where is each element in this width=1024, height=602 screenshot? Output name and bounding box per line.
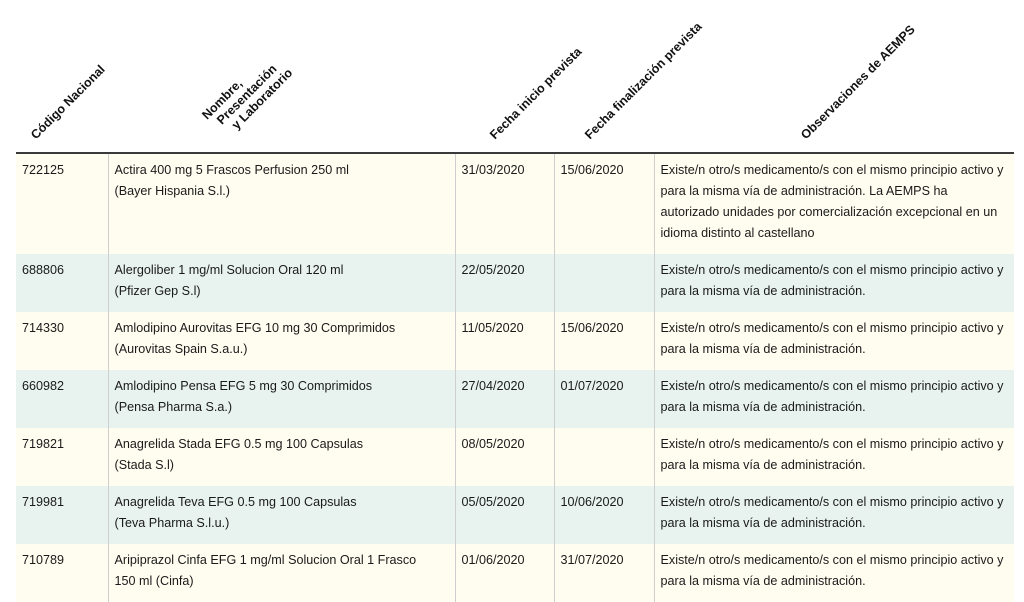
fin-text: 31/07/2020 bbox=[560, 553, 624, 567]
inicio-cell bbox=[455, 428, 554, 486]
observaciones-cell bbox=[654, 486, 1014, 544]
observaciones-text: Existe/n otro/s medicamento/s con el mismo principio activo y para la misma vía de administración. La AEMPS ha autorizado unidades por comercialización excepcional en un idioma distinto al castellano bbox=[660, 163, 1004, 240]
nombre-text: Anagrelida Stada EFG 0.5 mg 100 Capsulas bbox=[114, 437, 364, 451]
observaciones-text: Existe/n otro/s medicamento/s con el mismo principio activo y para la misma vía de administración. bbox=[660, 379, 1004, 414]
inicio-cell bbox=[455, 544, 554, 602]
codigo-text: 660982 bbox=[22, 379, 65, 393]
inicio-text: 31/03/2020 bbox=[461, 163, 525, 177]
nombre-cell bbox=[108, 153, 455, 254]
inicio-cell bbox=[455, 153, 554, 254]
table-header bbox=[16, 0, 1014, 152]
observaciones-cell bbox=[654, 370, 1014, 428]
observaciones-cell bbox=[654, 254, 1014, 312]
table-row bbox=[16, 486, 1014, 544]
observaciones-cell bbox=[654, 312, 1014, 370]
fin-cell bbox=[554, 544, 654, 602]
fin-cell bbox=[554, 312, 654, 370]
observaciones-cell bbox=[654, 544, 1014, 602]
inicio-text: 05/05/2020 bbox=[461, 495, 525, 509]
codigo-cell bbox=[16, 254, 108, 312]
nombre-cell bbox=[108, 254, 455, 312]
codigo-cell bbox=[16, 486, 108, 544]
codigo-text: 714330 bbox=[22, 321, 65, 335]
nombre-text: Alergoliber 1 mg/ml Solucion Oral 120 ml bbox=[114, 263, 344, 277]
fin-text: 15/06/2020 bbox=[560, 321, 624, 335]
inicio-text: 11/05/2020 bbox=[461, 321, 524, 335]
codigo-cell bbox=[16, 153, 108, 254]
header-nombre: Nombre, Presentación y Laboratorio bbox=[199, 61, 296, 142]
observaciones-text: Existe/n otro/s medicamento/s con el mismo principio activo y para la misma vía de administración. bbox=[660, 263, 1004, 298]
fin-text: 10/06/2020 bbox=[560, 495, 624, 509]
laboratorio-text: (Pfizer Gep S.l) bbox=[114, 284, 201, 298]
codigo-text: 688806 bbox=[22, 263, 65, 277]
inicio-text: 27/04/2020 bbox=[461, 379, 525, 393]
fin-text: 15/06/2020 bbox=[560, 163, 624, 177]
fin-cell bbox=[554, 428, 654, 486]
inicio-cell bbox=[455, 254, 554, 312]
nombre-text: Actira 400 mg 5 Frascos Perfusion 250 ml bbox=[114, 163, 349, 177]
fin-cell bbox=[554, 153, 654, 254]
header-codigo-nacional: Código Nacional bbox=[28, 62, 108, 142]
codigo-text: 722125 bbox=[22, 163, 65, 177]
fin-text: 01/07/2020 bbox=[560, 379, 624, 393]
header-observaciones: Observaciones de AEMPS bbox=[798, 22, 918, 143]
observaciones-cell bbox=[654, 153, 1014, 254]
nombre-cell bbox=[108, 428, 455, 486]
inicio-text: 22/05/2020 bbox=[461, 263, 525, 277]
laboratorio-text: (Teva Pharma S.l.u.) bbox=[114, 516, 230, 530]
codigo-text: 710789 bbox=[22, 553, 65, 567]
inicio-text: 08/05/2020 bbox=[461, 437, 525, 451]
laboratorio-text: 150 ml (Cinfa) bbox=[114, 574, 194, 588]
codigo-cell bbox=[16, 544, 108, 602]
nombre-cell bbox=[108, 370, 455, 428]
codigo-text: 719821 bbox=[22, 437, 65, 451]
inicio-cell bbox=[455, 312, 554, 370]
table-row bbox=[16, 153, 1014, 254]
inicio-cell bbox=[455, 486, 554, 544]
medicines-table bbox=[16, 152, 1014, 602]
laboratorio-text: (Bayer Hispania S.l.) bbox=[114, 184, 230, 198]
table-row bbox=[16, 370, 1014, 428]
header-fecha-inicio: Fecha inicio prevista bbox=[487, 44, 585, 142]
nombre-text: Aripiprazol Cinfa EFG 1 mg/ml Solucion Oral 1 Frasco bbox=[114, 553, 417, 567]
nombre-cell bbox=[108, 486, 455, 544]
laboratorio-text: (Aurovitas Spain S.a.u.) bbox=[114, 342, 248, 356]
nombre-text: Amlodipino Pensa EFG 5 mg 30 Comprimidos bbox=[114, 379, 373, 393]
table-row bbox=[16, 254, 1014, 312]
laboratorio-text: (Pensa Pharma S.a.) bbox=[114, 400, 233, 414]
codigo-cell bbox=[16, 312, 108, 370]
laboratorio-text: (Stada S.l) bbox=[114, 458, 174, 472]
inicio-cell bbox=[455, 370, 554, 428]
inicio-text: 01/06/2020 bbox=[461, 553, 525, 567]
codigo-cell bbox=[16, 428, 108, 486]
nombre-text: Anagrelida Teva EFG 0.5 mg 100 Capsulas bbox=[114, 495, 357, 509]
observaciones-text: Existe/n otro/s medicamento/s con el mismo principio activo y para la misma vía de administración. bbox=[660, 553, 1004, 588]
nombre-cell bbox=[108, 312, 455, 370]
fin-cell bbox=[554, 486, 654, 544]
table-row bbox=[16, 544, 1014, 602]
observaciones-cell bbox=[654, 428, 1014, 486]
header-fecha-fin: Fecha finalización prevista bbox=[582, 19, 705, 143]
nombre-cell bbox=[108, 544, 455, 602]
observaciones-text: Existe/n otro/s medicamento/s con el mismo principio activo y para la misma vía de administración. bbox=[660, 437, 1004, 472]
codigo-cell bbox=[16, 370, 108, 428]
fin-cell bbox=[554, 254, 654, 312]
fin-cell bbox=[554, 370, 654, 428]
codigo-text: 719981 bbox=[22, 495, 65, 509]
nombre-text: Amlodipino Aurovitas EFG 10 mg 30 Comprimidos bbox=[114, 321, 396, 335]
observaciones-text: Existe/n otro/s medicamento/s con el mismo principio activo y para la misma vía de administración. bbox=[660, 495, 1004, 530]
table-row bbox=[16, 312, 1014, 370]
observaciones-text: Existe/n otro/s medicamento/s con el mismo principio activo y para la misma vía de administración. bbox=[660, 321, 1004, 356]
table-row bbox=[16, 428, 1014, 486]
